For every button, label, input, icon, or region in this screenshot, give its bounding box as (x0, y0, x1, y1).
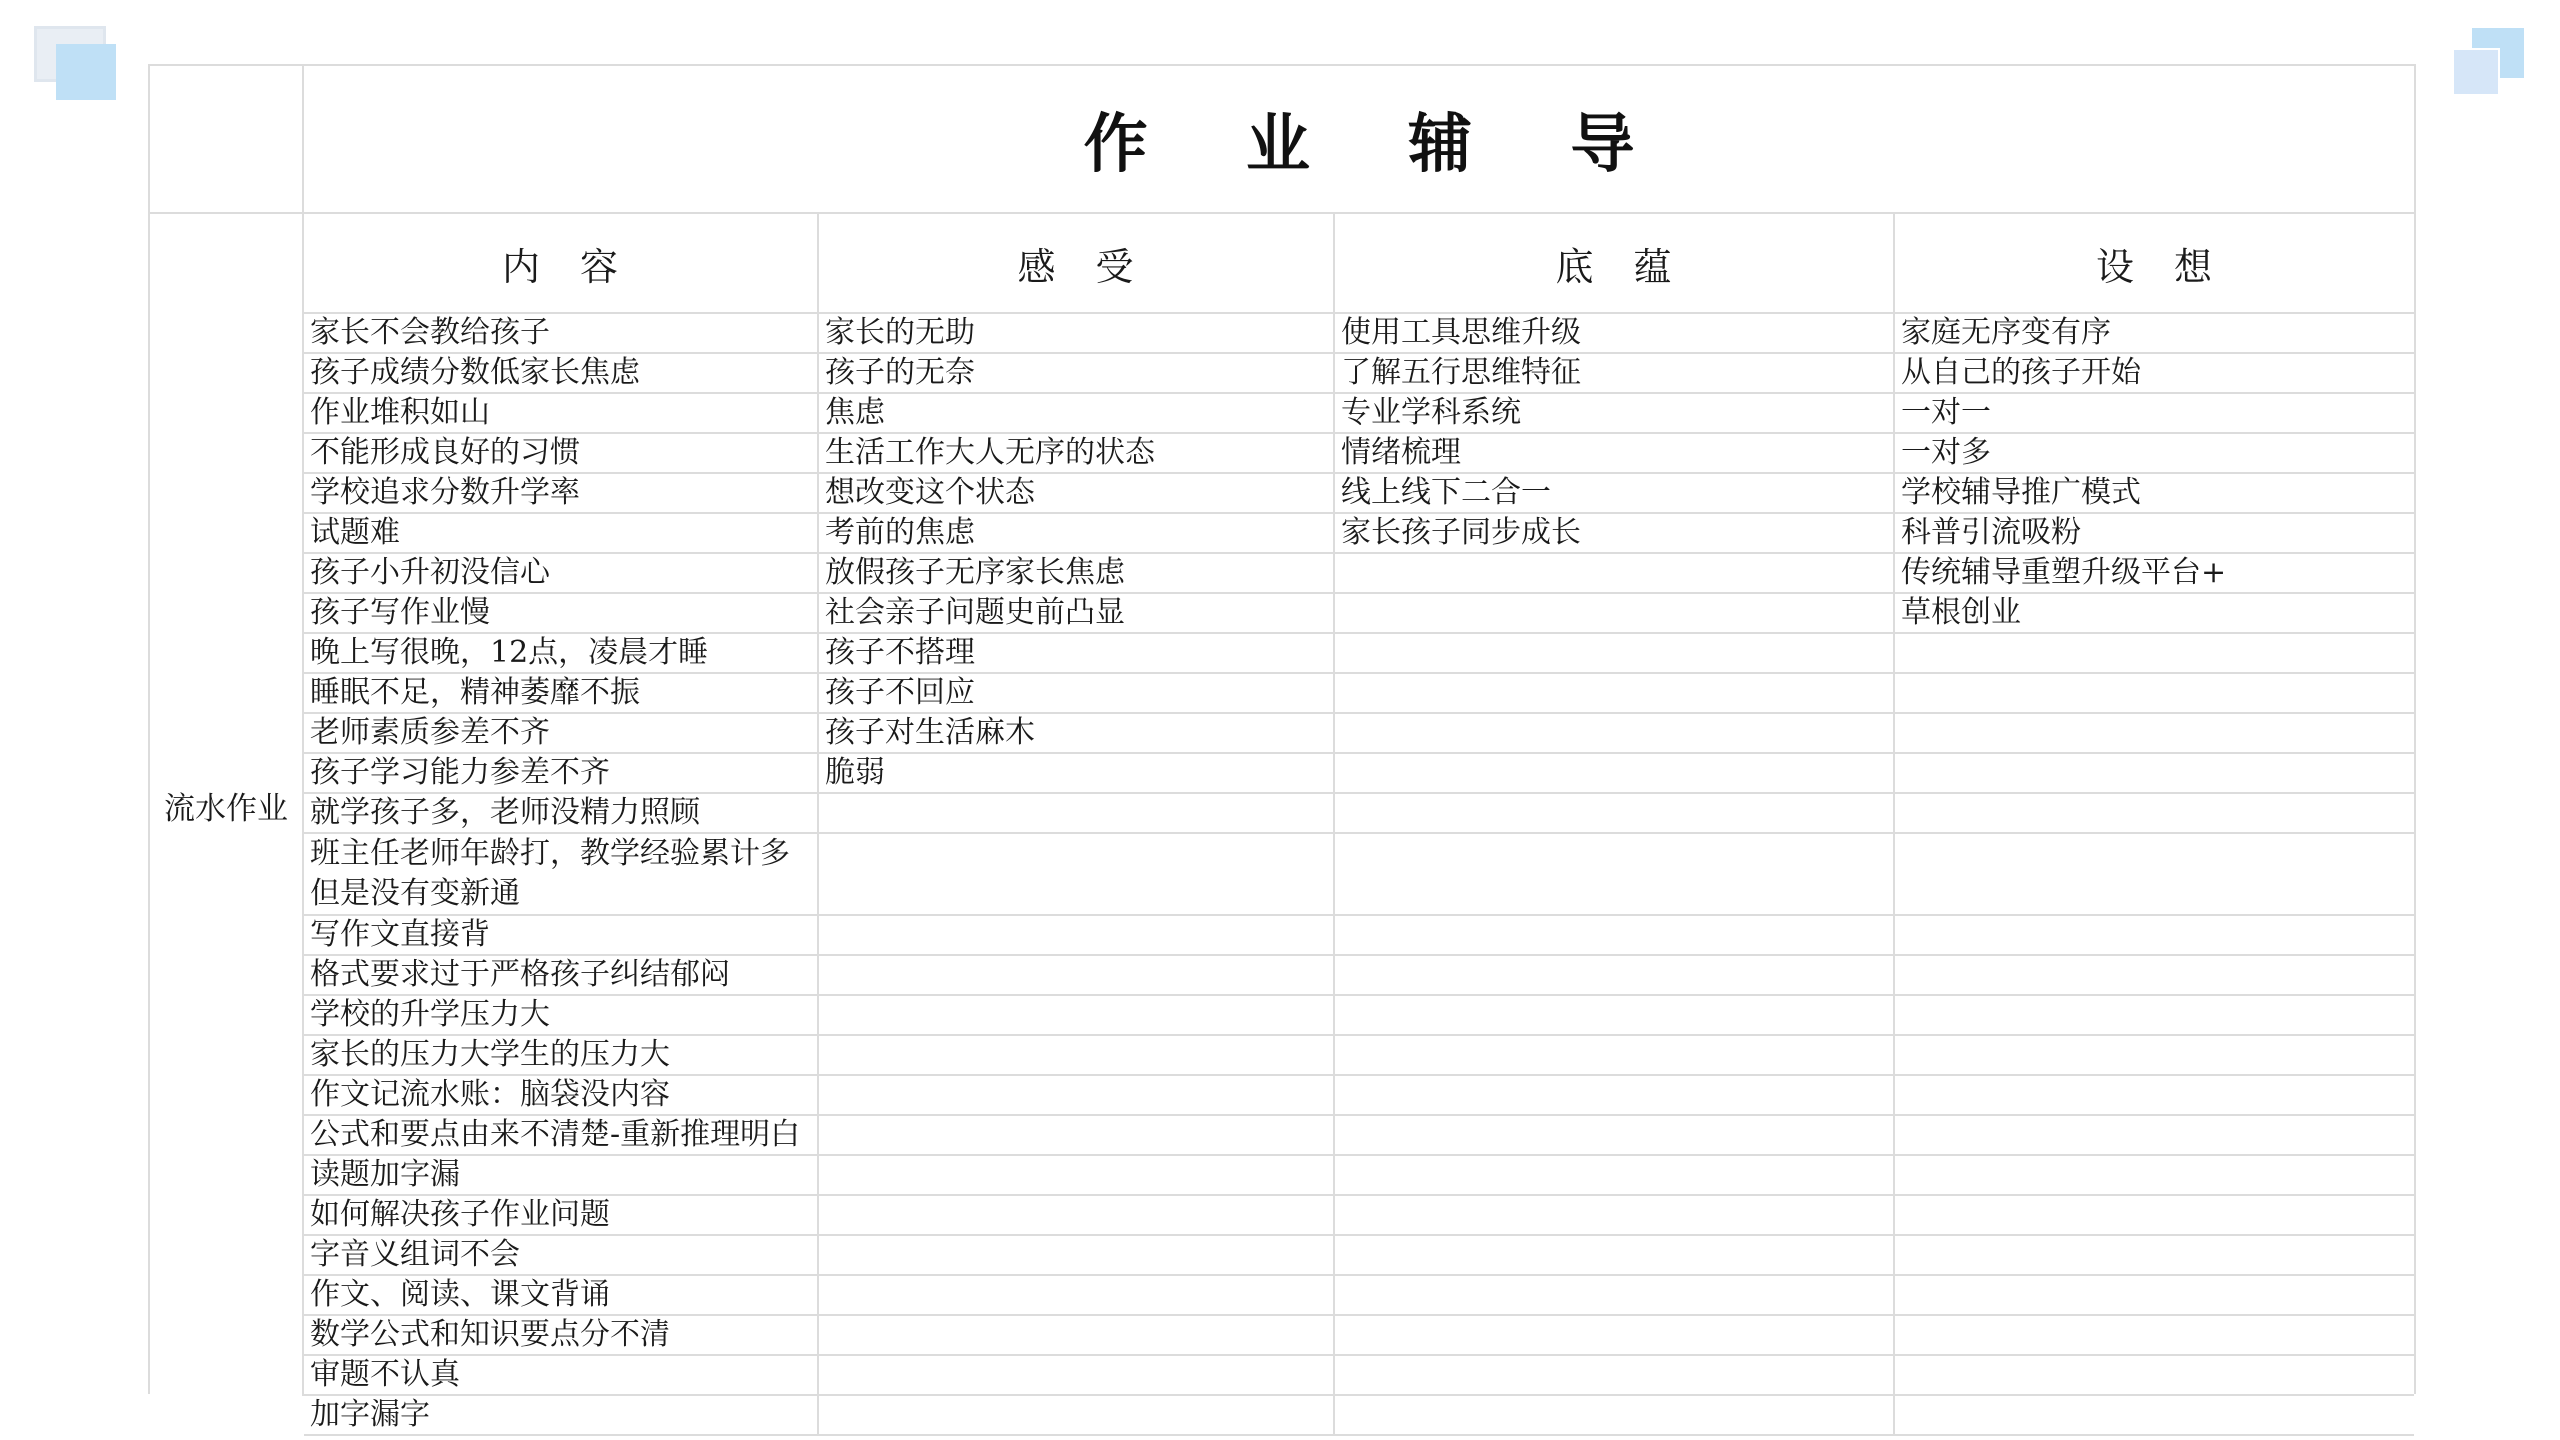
content-cell[interactable]: 就学孩子多，老师没精力照顾 (304, 793, 818, 833)
table-row (304, 1275, 2414, 1315)
content-cell[interactable]: 字音义组词不会 (304, 1235, 818, 1275)
foundation-cell[interactable] (1334, 1315, 1894, 1355)
vision-cell[interactable] (1894, 1235, 2414, 1275)
feeling-cell[interactable]: 孩子不回应 (818, 673, 1334, 713)
content-cell[interactable]: 孩子成绩分数低家长焦虑 (304, 353, 818, 393)
content-cell[interactable]: 作文记流水账：脑袋没内容 (304, 1075, 818, 1115)
feeling-cell[interactable]: 孩子的无奈 (818, 353, 1334, 393)
content-cell[interactable]: 作文、阅读、课文背诵 (304, 1275, 818, 1315)
decorative-squares-right (2452, 28, 2524, 98)
content-cell[interactable]: 孩子小升初没信心 (304, 553, 818, 593)
feeling-cell[interactable]: 家长的无助 (818, 313, 1334, 353)
vision-cell[interactable]: 科普引流吸粉 (1894, 513, 2414, 553)
content-cell[interactable]: 作业堆积如山 (304, 393, 818, 433)
title-cell (304, 66, 2414, 214)
foundation-cell[interactable] (1334, 553, 1894, 593)
table-row (304, 1035, 2414, 1075)
table-row (304, 353, 2414, 393)
foundation-cell[interactable] (1334, 1395, 1894, 1435)
foundation-cell[interactable]: 专业学科系统 (1334, 393, 1894, 433)
feeling-cell[interactable] (818, 1275, 1334, 1315)
content-cell[interactable]: 家长不会教给孩子 (304, 313, 818, 353)
feeling-cell[interactable] (818, 1355, 1334, 1395)
foundation-cell[interactable] (1334, 673, 1894, 713)
foundation-cell[interactable]: 线上线下二合一 (1334, 473, 1894, 513)
content-cell[interactable]: 学校的升学压力大 (304, 995, 818, 1035)
vision-cell[interactable] (1894, 995, 2414, 1035)
vision-cell[interactable] (1894, 915, 2414, 955)
table-row (304, 1155, 2414, 1195)
column-header-vision: 设想 (1894, 214, 2414, 313)
title-corner-cell (150, 66, 304, 214)
vision-cell[interactable] (1894, 1035, 2414, 1075)
foundation-cell[interactable]: 使用工具思维升级 (1334, 313, 1894, 353)
table-row (304, 673, 2414, 713)
content-cell[interactable]: 老师素质参差不齐 (304, 713, 818, 753)
feeling-cell[interactable]: 放假孩子无序家长焦虑 (818, 553, 1334, 593)
vision-cell[interactable] (1894, 833, 2414, 915)
feeling-cell[interactable] (818, 833, 1334, 915)
content-cell[interactable]: 孩子学习能力参差不齐 (304, 753, 818, 793)
table-row (304, 713, 2414, 753)
foundation-cell[interactable]: 情绪梳理 (1334, 433, 1894, 473)
vision-cell[interactable] (1894, 633, 2414, 673)
feeling-cell[interactable]: 脆弱 (818, 753, 1334, 793)
content-cell[interactable]: 试题难 (304, 513, 818, 553)
foundation-cell[interactable] (1334, 1235, 1894, 1275)
vision-cell[interactable]: 传统辅导重塑升级平台+ (1894, 553, 2414, 593)
content-table (304, 214, 2414, 1436)
feeling-cell[interactable] (818, 1155, 1334, 1195)
vision-cell[interactable]: 一对多 (1894, 433, 2414, 473)
vision-cell[interactable] (1894, 1195, 2414, 1235)
foundation-cell[interactable] (1334, 995, 1894, 1035)
header-row (304, 214, 2414, 313)
foundation-cell[interactable] (1334, 833, 1894, 915)
content-cell[interactable]: 格式要求过于严格孩子纠结郁闷 (304, 955, 818, 995)
vision-cell[interactable] (1894, 1275, 2414, 1315)
foundation-cell[interactable] (1334, 593, 1894, 633)
column-header-content: 内容 (304, 214, 818, 313)
foundation-cell[interactable] (1334, 955, 1894, 995)
table-row (304, 513, 2414, 553)
feeling-cell[interactable] (818, 1075, 1334, 1115)
vision-cell[interactable] (1894, 753, 2414, 793)
table-row (304, 633, 2414, 673)
vision-cell[interactable] (1894, 1155, 2414, 1195)
row-group-label-text: 流水作业 (164, 790, 288, 827)
table-row (304, 1355, 2414, 1395)
vision-cell[interactable] (1894, 1395, 2414, 1435)
feeling-cell[interactable] (818, 955, 1334, 995)
foundation-cell[interactable]: 了解五行思维特征 (1334, 353, 1894, 393)
content-cell[interactable]: 学校追求分数升学率 (304, 473, 818, 513)
table-row (304, 1395, 2414, 1435)
vision-cell[interactable]: 学校辅导推广模式 (1894, 473, 2414, 513)
vision-cell[interactable]: 一对一 (1894, 393, 2414, 433)
vision-cell[interactable] (1894, 1075, 2414, 1115)
table-row (304, 473, 2414, 513)
feeling-cell[interactable]: 生活工作大人无序的状态 (818, 433, 1334, 473)
table-row (304, 433, 2414, 473)
deco-square (56, 44, 116, 100)
foundation-cell[interactable] (1334, 1355, 1894, 1395)
table-row (304, 995, 2414, 1035)
vision-cell[interactable] (1894, 1315, 2414, 1355)
content-cell[interactable]: 班主任老师年龄打，教学经验累计多但是没有变新通 (304, 833, 818, 915)
content-cell[interactable]: 读题加字漏 (304, 1155, 818, 1195)
feeling-cell[interactable] (818, 1195, 1334, 1235)
content-cell[interactable]: 审题不认真 (304, 1355, 818, 1395)
table-row (304, 753, 2414, 793)
feeling-cell[interactable]: 考前的焦虑 (818, 513, 1334, 553)
foundation-cell[interactable] (1334, 1115, 1894, 1155)
table-row (304, 1315, 2414, 1355)
foundation-cell[interactable] (1334, 1155, 1894, 1195)
table-row (304, 955, 2414, 995)
vision-cell[interactable]: 从自己的孩子开始 (1894, 353, 2414, 393)
feeling-cell[interactable] (818, 1235, 1334, 1275)
vision-cell[interactable]: 家庭无序变有序 (1894, 313, 2414, 353)
foundation-cell[interactable] (1334, 753, 1894, 793)
table-row (304, 553, 2414, 593)
table-row (304, 313, 2414, 353)
feeling-cell[interactable] (818, 793, 1334, 833)
feeling-cell[interactable] (818, 1115, 1334, 1155)
feeling-cell[interactable]: 焦虑 (818, 393, 1334, 433)
feeling-cell[interactable]: 想改变这个状态 (818, 473, 1334, 513)
vision-cell[interactable] (1894, 955, 2414, 995)
row-group-label (150, 214, 304, 1396)
vision-cell[interactable] (1894, 793, 2414, 833)
column-header-feeling: 感受 (818, 214, 1334, 313)
deco-square (2452, 48, 2500, 96)
foundation-cell[interactable]: 家长孩子同步成长 (1334, 513, 1894, 553)
content-cell[interactable]: 写作文直接背 (304, 915, 818, 955)
page-title: 作 业 辅 导 (1083, 107, 1673, 182)
vision-cell[interactable] (1894, 713, 2414, 753)
table-row (304, 915, 2414, 955)
feeling-cell[interactable] (818, 1035, 1334, 1075)
decorative-squares-left (34, 26, 118, 98)
column-header-foundation: 底蕴 (1334, 214, 1894, 313)
table-row (304, 393, 2414, 433)
content-cell[interactable]: 家长的压力大学生的压力大 (304, 1035, 818, 1075)
table-row (304, 1195, 2414, 1235)
vision-cell[interactable]: 草根创业 (1894, 593, 2414, 633)
content-cell[interactable]: 睡眠不足，精神萎靡不振 (304, 673, 818, 713)
content-cell[interactable]: 公式和要点由来不清楚-重新推理明白 (304, 1115, 818, 1155)
feeling-cell[interactable]: 孩子不搭理 (818, 633, 1334, 673)
table-row (304, 593, 2414, 633)
table-row (304, 1075, 2414, 1115)
content-cell[interactable]: 加字漏字 (304, 1395, 818, 1435)
table-body (304, 313, 2414, 1435)
feeling-cell[interactable] (818, 995, 1334, 1035)
content-cell[interactable]: 不能形成良好的习惯 (304, 433, 818, 473)
foundation-cell[interactable] (1334, 713, 1894, 753)
foundation-cell[interactable] (1334, 1035, 1894, 1075)
foundation-cell[interactable] (1334, 633, 1894, 673)
table-row (304, 793, 2414, 833)
table-row (304, 1115, 2414, 1155)
vision-cell[interactable] (1894, 1355, 2414, 1395)
feeling-cell[interactable]: 孩子对生活麻木 (818, 713, 1334, 753)
feeling-cell[interactable]: 社会亲子问题史前凸显 (818, 593, 1334, 633)
foundation-cell[interactable] (1334, 1075, 1894, 1115)
content-cell[interactable]: 如何解决孩子作业问题 (304, 1195, 818, 1235)
worksheet (148, 64, 2416, 1432)
content-cell[interactable]: 数学公式和知识要点分不清 (304, 1315, 818, 1355)
feeling-cell[interactable] (818, 1315, 1334, 1355)
table-row (304, 833, 2414, 915)
table-row (304, 1235, 2414, 1275)
feeling-cell[interactable] (818, 1395, 1334, 1435)
foundation-cell[interactable] (1334, 915, 1894, 955)
foundation-cell[interactable] (1334, 793, 1894, 833)
vision-cell[interactable] (1894, 673, 2414, 713)
foundation-cell[interactable] (1334, 1275, 1894, 1315)
content-cell[interactable]: 孩子写作业慢 (304, 593, 818, 633)
vision-cell[interactable] (1894, 1115, 2414, 1155)
content-cell[interactable]: 晚上写很晚，12点，凌晨才睡 (304, 633, 818, 673)
feeling-cell[interactable] (818, 915, 1334, 955)
foundation-cell[interactable] (1334, 1195, 1894, 1235)
